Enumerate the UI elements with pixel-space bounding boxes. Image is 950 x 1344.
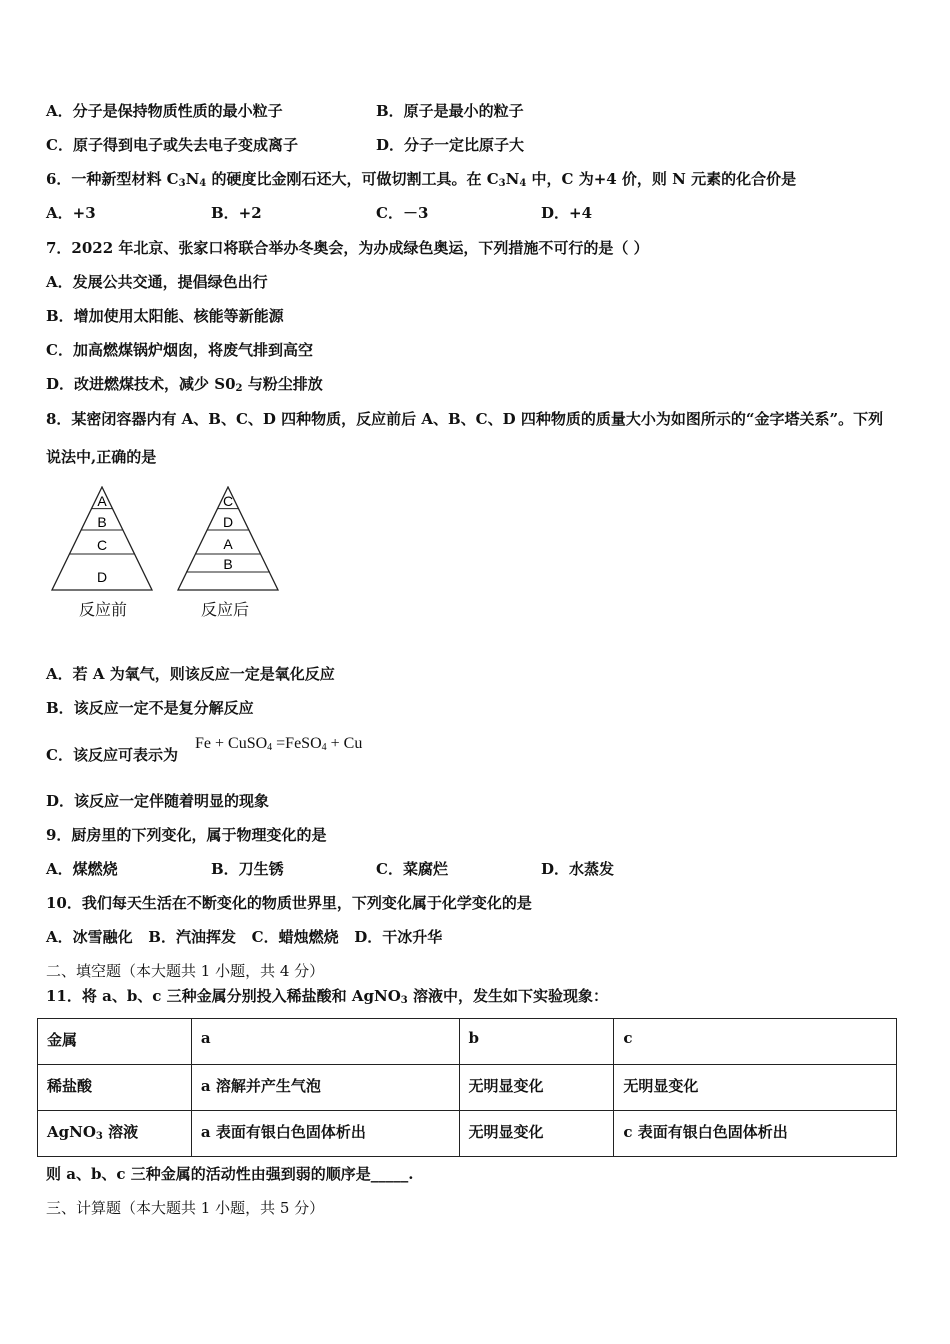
- q9-stem: 9．厨房里的下列变化，属于物理变化的是: [46, 826, 327, 844]
- q9-option-c: C．菜腐烂: [376, 860, 448, 878]
- section-2-heading: 二、填空题（本大题共 1 小题，共 4 分）: [46, 962, 325, 980]
- pyramid-after-level-2: D: [222, 514, 234, 530]
- q11-question: 则 a、b、c 三种金属的活动性由强到弱的顺序是_____.: [46, 1165, 414, 1183]
- pyramid-after-level-1: C: [222, 493, 234, 509]
- q8-option-b: B．该反应一定不是复分解反应: [46, 699, 254, 717]
- table-cell: a: [191, 1019, 459, 1065]
- q6-option-a: A．+3: [46, 204, 96, 222]
- q6-option-c: C．－3: [376, 204, 429, 222]
- table-cell: b: [459, 1019, 614, 1065]
- q5-option-b: B．原子是最小的粒子: [376, 102, 524, 120]
- q11-table: [37, 1018, 897, 1157]
- table-row: [38, 1065, 897, 1111]
- table-cell: 无明显变化: [614, 1065, 897, 1111]
- table-row: [38, 1019, 897, 1065]
- table-cell: c: [614, 1019, 897, 1065]
- q7-option-c: C．加高燃煤锅炉烟囱，将废气排到高空: [46, 341, 313, 359]
- pyramid-before-level-1: A: [97, 493, 107, 509]
- section-3-heading: 三、计算题（本大题共 1 小题，共 5 分）: [46, 1199, 325, 1217]
- table-cell: 稀盐酸: [38, 1065, 192, 1111]
- table-cell: a 溶解并产生气泡: [191, 1065, 459, 1111]
- pyramid-before-level-2: B: [97, 514, 107, 530]
- table-cell: 无明显变化: [459, 1065, 614, 1111]
- q9-option-d: D．水蒸发: [541, 860, 615, 878]
- table-cell: 金属: [38, 1019, 192, 1065]
- q9-option-a: A．煤燃烧: [46, 860, 118, 878]
- table-cell: AgNO$_3$ 溶液: [38, 1111, 192, 1157]
- q5-option-a: A．分子是保持物质性质的最小粒子: [46, 102, 283, 120]
- pyramid-after-level-3: A: [223, 536, 233, 552]
- table-cell: a 表面有银白色固体析出: [191, 1111, 459, 1157]
- q9-option-b: B．刀生锈: [211, 860, 284, 878]
- pyramid-before-label: 反应前: [79, 600, 128, 619]
- q5-option-c: C．原子得到电子或失去电子变成离子: [46, 136, 298, 154]
- table-cell: 无明显变化: [459, 1111, 614, 1157]
- q8-option-c-equation: Fe + CuSO$_4$ =FeSO$_4$ + Cu: [195, 735, 363, 753]
- q8-option-a: A．若 A 为氧气，则该反应一定是氧化反应: [46, 665, 335, 683]
- q5-option-d: D．分子一定比原子大: [376, 136, 525, 154]
- q8-option-c-label: C．该反应可表示为: [46, 746, 178, 764]
- pyramid-before-level-4: D: [96, 569, 108, 585]
- pyramid-before-diagram: [50, 486, 154, 592]
- q8-stem-line1: 8．某密闭容器内有 A、B、C、D 四种物质，反应前后 A、B、C、D 四种物质的质量大小为如图所示的“金字塔关系”。下列: [46, 410, 884, 428]
- q10-stem: 10．我们每天生活在不断变化的物质世界里，下列变化属于化学变化的是: [46, 894, 532, 912]
- q10-options: A．冰雪融化 B．汽油挥发 C．蜡烛燃烧 D．干冰升华: [46, 928, 443, 946]
- q11-stem: 11．将 a、b、c 三种金属分别投入稀盐酸和 AgNO$_3$ 溶液中，发生如下实验现象：: [46, 987, 608, 1006]
- q6-option-b: B．+2: [211, 204, 262, 222]
- q7-option-a: A．发展公共交通，提倡绿色出行: [46, 273, 268, 291]
- q6-option-d: D．+4: [541, 204, 593, 222]
- q8-option-d: D．该反应一定伴随着明显的现象: [46, 792, 270, 810]
- q7-option-b: B．增加使用太阳能、核能等新能源: [46, 307, 284, 325]
- pyramid-before-level-3: C: [96, 537, 108, 553]
- table-cell: c 表面有银白色固体析出: [614, 1111, 897, 1157]
- pyramid-after-diagram: [176, 486, 280, 592]
- pyramid-after-level-4: B: [223, 556, 233, 572]
- table-row: [38, 1111, 897, 1157]
- q8-stem-line2: 说法中,正确的是: [46, 448, 157, 466]
- q7-stem: 7．2022 年北京、张家口将联合举办冬奥会，为办成绿色奥运，下列措施不可行的是（ ）: [46, 239, 649, 257]
- pyramid-after-label: 反应后: [201, 600, 250, 619]
- q7-option-d: D．改进燃煤技术，减少 $S0_2$ 与粉尘排放: [46, 375, 323, 394]
- q6-stem: 6．一种新型材料 $C_3N_4$ 的硬度比金刚石还大，可做切割工具。在 $C_3N_4$ 中，C 为+4 价，则 N 元素的化合价是: [46, 170, 797, 189]
